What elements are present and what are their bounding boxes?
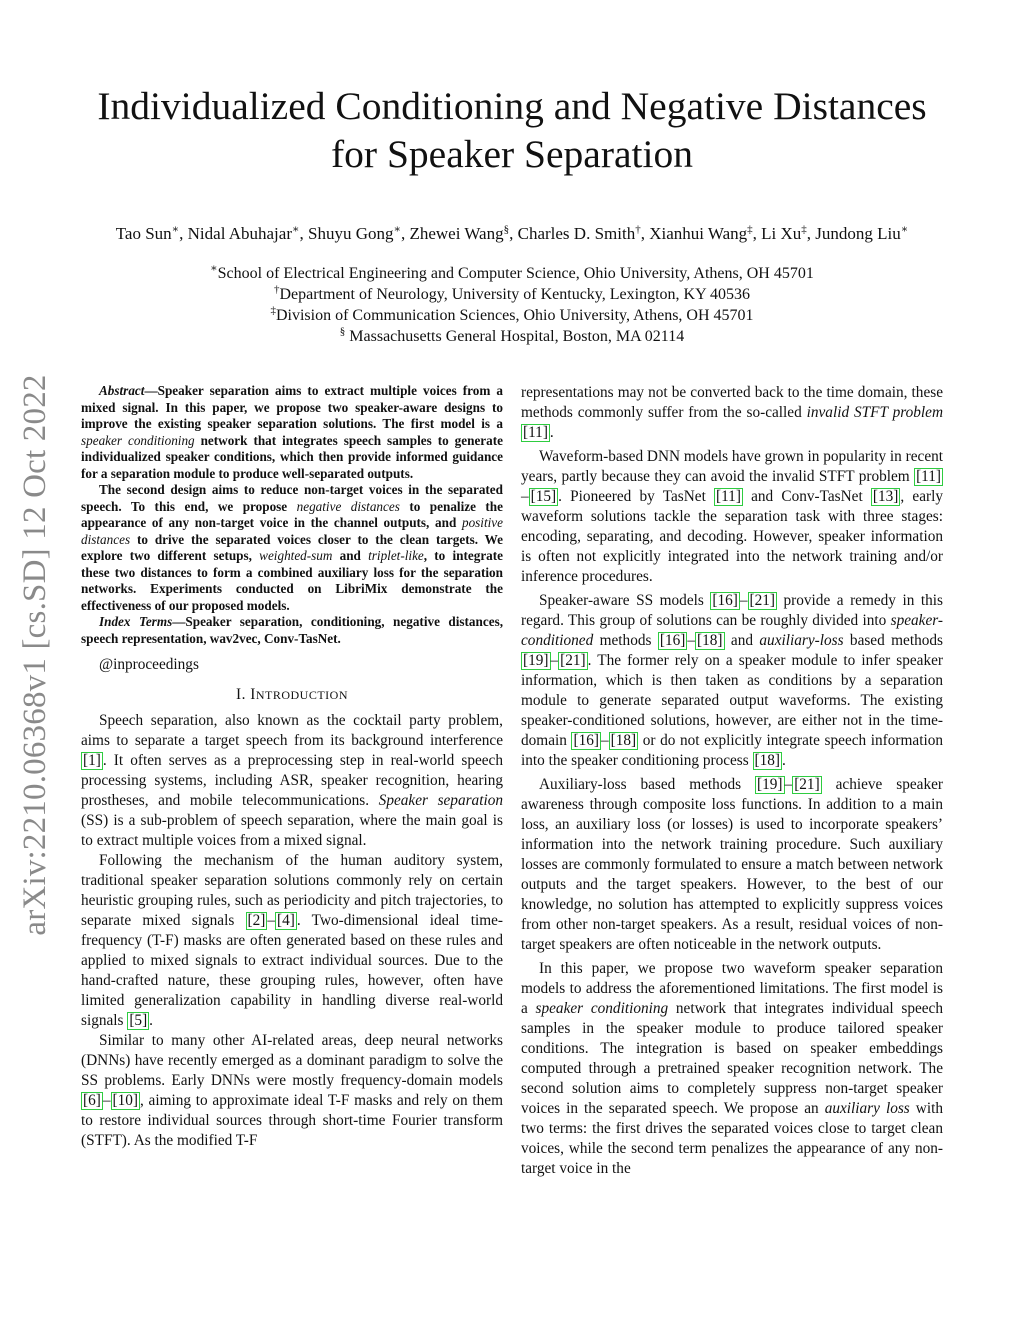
author: Xianhui Wang‡, bbox=[649, 223, 762, 243]
citation-link[interactable]: [4] bbox=[277, 912, 295, 929]
title-line-1: Individualized Conditioning and Negative Distances bbox=[97, 84, 927, 128]
intro-paragraph-3: Similar to many other AI-related areas, deep neural networks (DNNs) have recently emerged as a dominant paradigm to solve the SS problems. Early DNNs were mostly frequency-domain models [6] – [10] , aiming to approximate ideal T-F masks and rely on them to restore individual sources through short-time Fourier transform (STFT). As the modified T-F bbox=[81, 1032, 503, 1149]
author: Jundong Liu∗ bbox=[815, 223, 909, 243]
citation-link[interactable]: [18] bbox=[697, 632, 723, 649]
citation-link[interactable]: [2] bbox=[247, 912, 266, 929]
citation-link[interactable]: [19] bbox=[757, 776, 783, 793]
author: Zhewei Wang§, bbox=[409, 223, 518, 243]
citation-link[interactable]: [5] bbox=[129, 1012, 148, 1029]
inproceedings-note: @inproceedings bbox=[99, 656, 199, 673]
intro-paragraph-6: Auxiliary-loss based methods [19] – [21] achieve speaker awareness through composite loss functions. In addition to a main loss, an auxiliary loss (or losses) is used to incorporate speakers’ information into the network training procedure. Such auxiliary losses are commonly formulated to ensure a match between network outputs and the target speakers. However, to the best of our knowledge, no solution has attempted to explicitly suppress voices from other non-target speakers. As a result, residual voices of non-target speakers are often noticeable in the network outputs. bbox=[521, 776, 943, 953]
intro-paragraph-4: Waveform-based DNN models have grown in popularity in recent years, partly because they can avoid the invalid STFT problem [11]– [15] . Pioneered by TasNet [11] and Conv-TasNet [13] , early waveform solutions tackle the separation task with three stages: encoding, separating, and decoding. However, speaker information is often not explicitly integrated into the network training and/or inference procedures. bbox=[521, 448, 944, 585]
affiliation: ‡Division of Communication Sciences, Ohio University, Athens, OH 45701 bbox=[270, 304, 754, 324]
citation-link[interactable]: [21] bbox=[794, 776, 820, 793]
author-list bbox=[0, 222, 1024, 246]
citation-link[interactable]: [16] bbox=[573, 732, 599, 749]
author: Tao Sun∗, bbox=[115, 223, 188, 243]
citation-link[interactable]: [11] bbox=[916, 468, 941, 485]
intro-paragraph-1: Speech separation, also known as the cocktail party problem, aims to separate a target speech from its background interference [1] . It often serves as a preprocessing step in real-world speech processing systems, including ASR, speaker recognition, hearing prostheses, and mobile telecommunications. Speaker separation (SS) is a sub-problem of speech separation, where the main goal is to extract multiple voices from a mixed signal. bbox=[81, 712, 504, 849]
citation-link[interactable]: [11] bbox=[523, 424, 548, 441]
intro-paragraph-3-continued: representations may not be converted back to the time domain, these methods commonly suffer from the so-called invalid STFT problem [11] . bbox=[521, 384, 944, 441]
citation-link[interactable]: [19] bbox=[523, 652, 549, 669]
section-heading-introduction: I. INTRODUCTION bbox=[235, 686, 349, 703]
arxiv-identifier-stamp: arXiv:2210.06368v1 [cs.SD] 12 Oct 2022 bbox=[17, 374, 53, 936]
citation-link[interactable]: [6] bbox=[83, 1092, 101, 1109]
author: Nidal Abuhajar∗, bbox=[187, 223, 308, 243]
intro-paragraph-2: Following the mechanism of the human auditory system, traditional speaker separation solutions commonly rely on certain heuristic grouping rules, such as periodicity and pitch trajectories, to separate mixed signals [2] – [4] . Two-dimensional ideal time-frequency (T-F) masks are often generated based on these rules and applied to mixed signals to extract individual sources. Due to the hand-crafted nature, these grouping rules, however, often have limited generalization capability in handling diverse real-world signals [5] . bbox=[81, 852, 503, 1029]
intro-paragraph-5: Speaker-aware SS models [16] – [21] provide a remedy in this regard. This group of solutions can be roughly divided into speaker-conditioned methods [16] – [18] and auxiliary-loss based methods [19] – [21] . The former rely on a speaker module to infer speaker information, which is then taken as conditions by a separation module to generate separated output waveforms. The existing speaker-conditioned solutions, however, are either not in the time-domain [16] – [18] or do not explicitly integrate speech information into the speaker conditioning process [18] . bbox=[521, 592, 943, 769]
intro-paragraph-7: In this paper, we propose two waveform speaker separation models to address the aforementioned limitations. The first model is a speaker conditioning network that integrates individual speech samples in the speaker module to produce tailored speaker conditions. The integration is based on speaker embeddings computed through a pretrained speaker recognition network. The second solution aims to completely suppress non-target speaker voices in the separated speech. We propose an auxiliary loss with two terms: the first drives the separated voices close to target clean voices, while the second term penalizes the appearance of any non-target voice in the bbox=[521, 960, 943, 1177]
citation-link[interactable]: [21] bbox=[560, 652, 586, 669]
author: Shuyu Gong∗, bbox=[307, 223, 410, 243]
left-column bbox=[81, 383, 503, 1151]
abstract-paragraph-1: Abstract—Speaker separation aims to extract multiple voices from a mixed signal. In this paper, we propose two speaker-aware designs to improve the existing speaker separation solutions. The first model is a speaker conditioning network that integrates speech samples to generate individualized speaker conditions, which then provide informed guidance for a separation module to produce well-separated outputs. bbox=[81, 383, 503, 481]
affiliation: ∗School of Electrical Engineering and Computer Science, Ohio University, Athens, OH 45701 bbox=[210, 262, 814, 282]
affiliation: § Massachusetts General Hospital, Boston, MA 02114 bbox=[339, 325, 685, 345]
citation-link[interactable]: [15] bbox=[530, 488, 557, 505]
affiliation-list bbox=[0, 263, 1024, 347]
abstract-paragraph-2: The second design aims to reduce non-target voices in the separated speech. To this end, we propose negative distances to penalize the appearance of any non-target voice in the channel outputs, and positive distances to drive the separated voices closer to the clean targets. We explore two different setups, weighted-sum and triplet-like, to integrate these two distances to form a combined auxiliary loss for the separation networks. Experiments conducted on LibriMix demonstrate the effectiveness of our proposed models. bbox=[81, 482, 504, 613]
author: Charles D. Smith†, bbox=[517, 223, 650, 243]
paper-title bbox=[0, 82, 1024, 178]
affiliation: †Department of Neurology, University of Kentucky, Lexington, KY 40536 bbox=[273, 283, 751, 303]
right-column bbox=[521, 383, 943, 1179]
citation-link[interactable]: [1] bbox=[83, 752, 101, 769]
citation-link[interactable]: [18] bbox=[610, 732, 637, 749]
author: Li Xu‡, bbox=[761, 223, 816, 243]
citation-link[interactable]: [16] bbox=[659, 632, 686, 649]
citation-link[interactable]: [10] bbox=[112, 1092, 138, 1109]
title-line-2: for Speaker Separation bbox=[331, 132, 693, 176]
citation-link[interactable]: [21] bbox=[749, 592, 775, 609]
citation-link[interactable]: [16] bbox=[712, 592, 738, 609]
citation-link[interactable]: [18] bbox=[754, 752, 781, 769]
citation-link[interactable]: [13] bbox=[872, 488, 899, 505]
index-terms: Index Terms—Speaker separation, conditioning, negative distances, speech representation, wav2vec, Conv-TasNet. bbox=[81, 614, 503, 646]
citation-link[interactable]: [11] bbox=[716, 488, 741, 505]
